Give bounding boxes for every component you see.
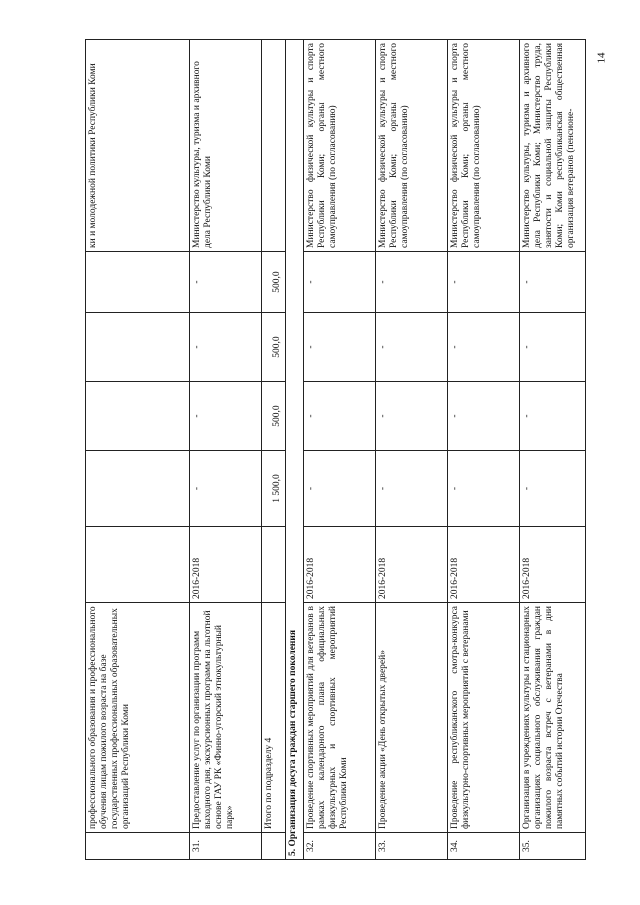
value-year-1: 500,0 <box>262 382 286 451</box>
executor: Министерство культуры, туризма и архивного дела Республики Коми; Министерство труда, занятости и социальной защиты Республики Коми; Коми республиканская общественная организация ветеранов (пенсионе- <box>520 40 586 252</box>
row-number: 33. <box>376 833 448 860</box>
period <box>262 527 286 603</box>
value-year-3 <box>86 252 190 313</box>
row-number: 34. <box>448 833 520 860</box>
page-number: 14 <box>595 52 608 64</box>
activity-name: Проведение республиканского смотра-конкурса физкультурно-спортивных мероприятий с ветеранами <box>448 603 520 833</box>
value-year-2: - <box>520 313 586 382</box>
period: 2016-2018 <box>376 527 448 603</box>
value-total: - <box>448 451 520 527</box>
table-row <box>86 40 190 860</box>
value-total: - <box>304 451 376 527</box>
table-row <box>520 40 586 860</box>
period: 2016-2018 <box>520 527 586 603</box>
value-year-1 <box>86 382 190 451</box>
period <box>86 527 190 603</box>
activity-name: Предоставление услуг по организации программ выходного дня, экскурсионных программ на льготной основе ГАУ РК «Финно-угорский этнокультурный парк» <box>190 603 262 833</box>
executor: Министерство культуры, туризма и архивного дела Республики Коми <box>190 40 262 252</box>
value-year-2: - <box>376 313 448 382</box>
value-year-2: - <box>304 313 376 382</box>
table-row <box>304 40 376 860</box>
executor: Министерство физической культуры и спорта Республики Коми; органы местного самоуправления (по согласованию) <box>304 40 376 252</box>
value-total: - <box>376 451 448 527</box>
value-year-1: - <box>448 382 520 451</box>
section-title: 5. Организация досуга граждан старшего поколения <box>286 40 304 860</box>
value-year-3: - <box>448 252 520 313</box>
row-number: 31. <box>190 833 262 860</box>
row-number <box>86 833 190 860</box>
value-year-2 <box>86 313 190 382</box>
table-row <box>448 40 520 860</box>
value-year-3: - <box>376 252 448 313</box>
period: 2016-2018 <box>304 527 376 603</box>
period: 2016-2018 <box>448 527 520 603</box>
value-total: 1 500,0 <box>262 451 286 527</box>
rotated-table-wrapper <box>85 40 577 860</box>
table-body <box>86 40 586 860</box>
row-number: 35. <box>520 833 586 860</box>
table-row <box>376 40 448 860</box>
executor: Министерство физической культуры и спорта Республики Коми; органы местного самоуправления (по согласованию) <box>448 40 520 252</box>
executor <box>262 40 286 252</box>
value-year-1: - <box>520 382 586 451</box>
value-total: - <box>520 451 586 527</box>
table-row <box>262 40 286 860</box>
value-year-3: - <box>304 252 376 313</box>
value-year-1: - <box>190 382 262 451</box>
activity-name: Итого по подразделу 4 <box>262 603 286 833</box>
table-row <box>190 40 262 860</box>
value-total: - <box>190 451 262 527</box>
value-year-1: - <box>376 382 448 451</box>
value-year-1: - <box>304 382 376 451</box>
value-year-2: - <box>448 313 520 382</box>
value-year-2: - <box>190 313 262 382</box>
row-number: 32. <box>304 833 376 860</box>
section-heading-row <box>286 40 304 860</box>
value-year-3: - <box>190 252 262 313</box>
value-year-2: 500,0 <box>262 313 286 382</box>
row-number <box>262 833 286 860</box>
period: 2016-2018 <box>190 527 262 603</box>
activity-name: Организация в учреждениях культуры и стационарных организациях социального обслуживания граждан пожилого возраста встреч с ветеранами в дни памятных событий истории Отечества <box>520 603 586 833</box>
activity-name: Проведение акции «День открытых дверей» <box>376 603 448 833</box>
value-total <box>86 451 190 527</box>
activity-name: Проведение спортивных мероприятий для ветеранов в рамках календарного плана официальных физкультурных и спортивных мероприятий Республики Коми <box>304 603 376 833</box>
executor: Министерство физической культуры и спорта Республики Коми; органы местного самоуправления (по согласованию) <box>376 40 448 252</box>
executor: ки и молодежной политики Республики Коми <box>86 40 190 252</box>
value-year-3: - <box>520 252 586 313</box>
activity-name: профессионального образования и профессионального обучения лицам пожилого возраста на базе государственных профессиональных образовательных организаций Республики Коми <box>86 603 190 833</box>
value-year-3: 500,0 <box>262 252 286 313</box>
program-table <box>85 39 586 860</box>
